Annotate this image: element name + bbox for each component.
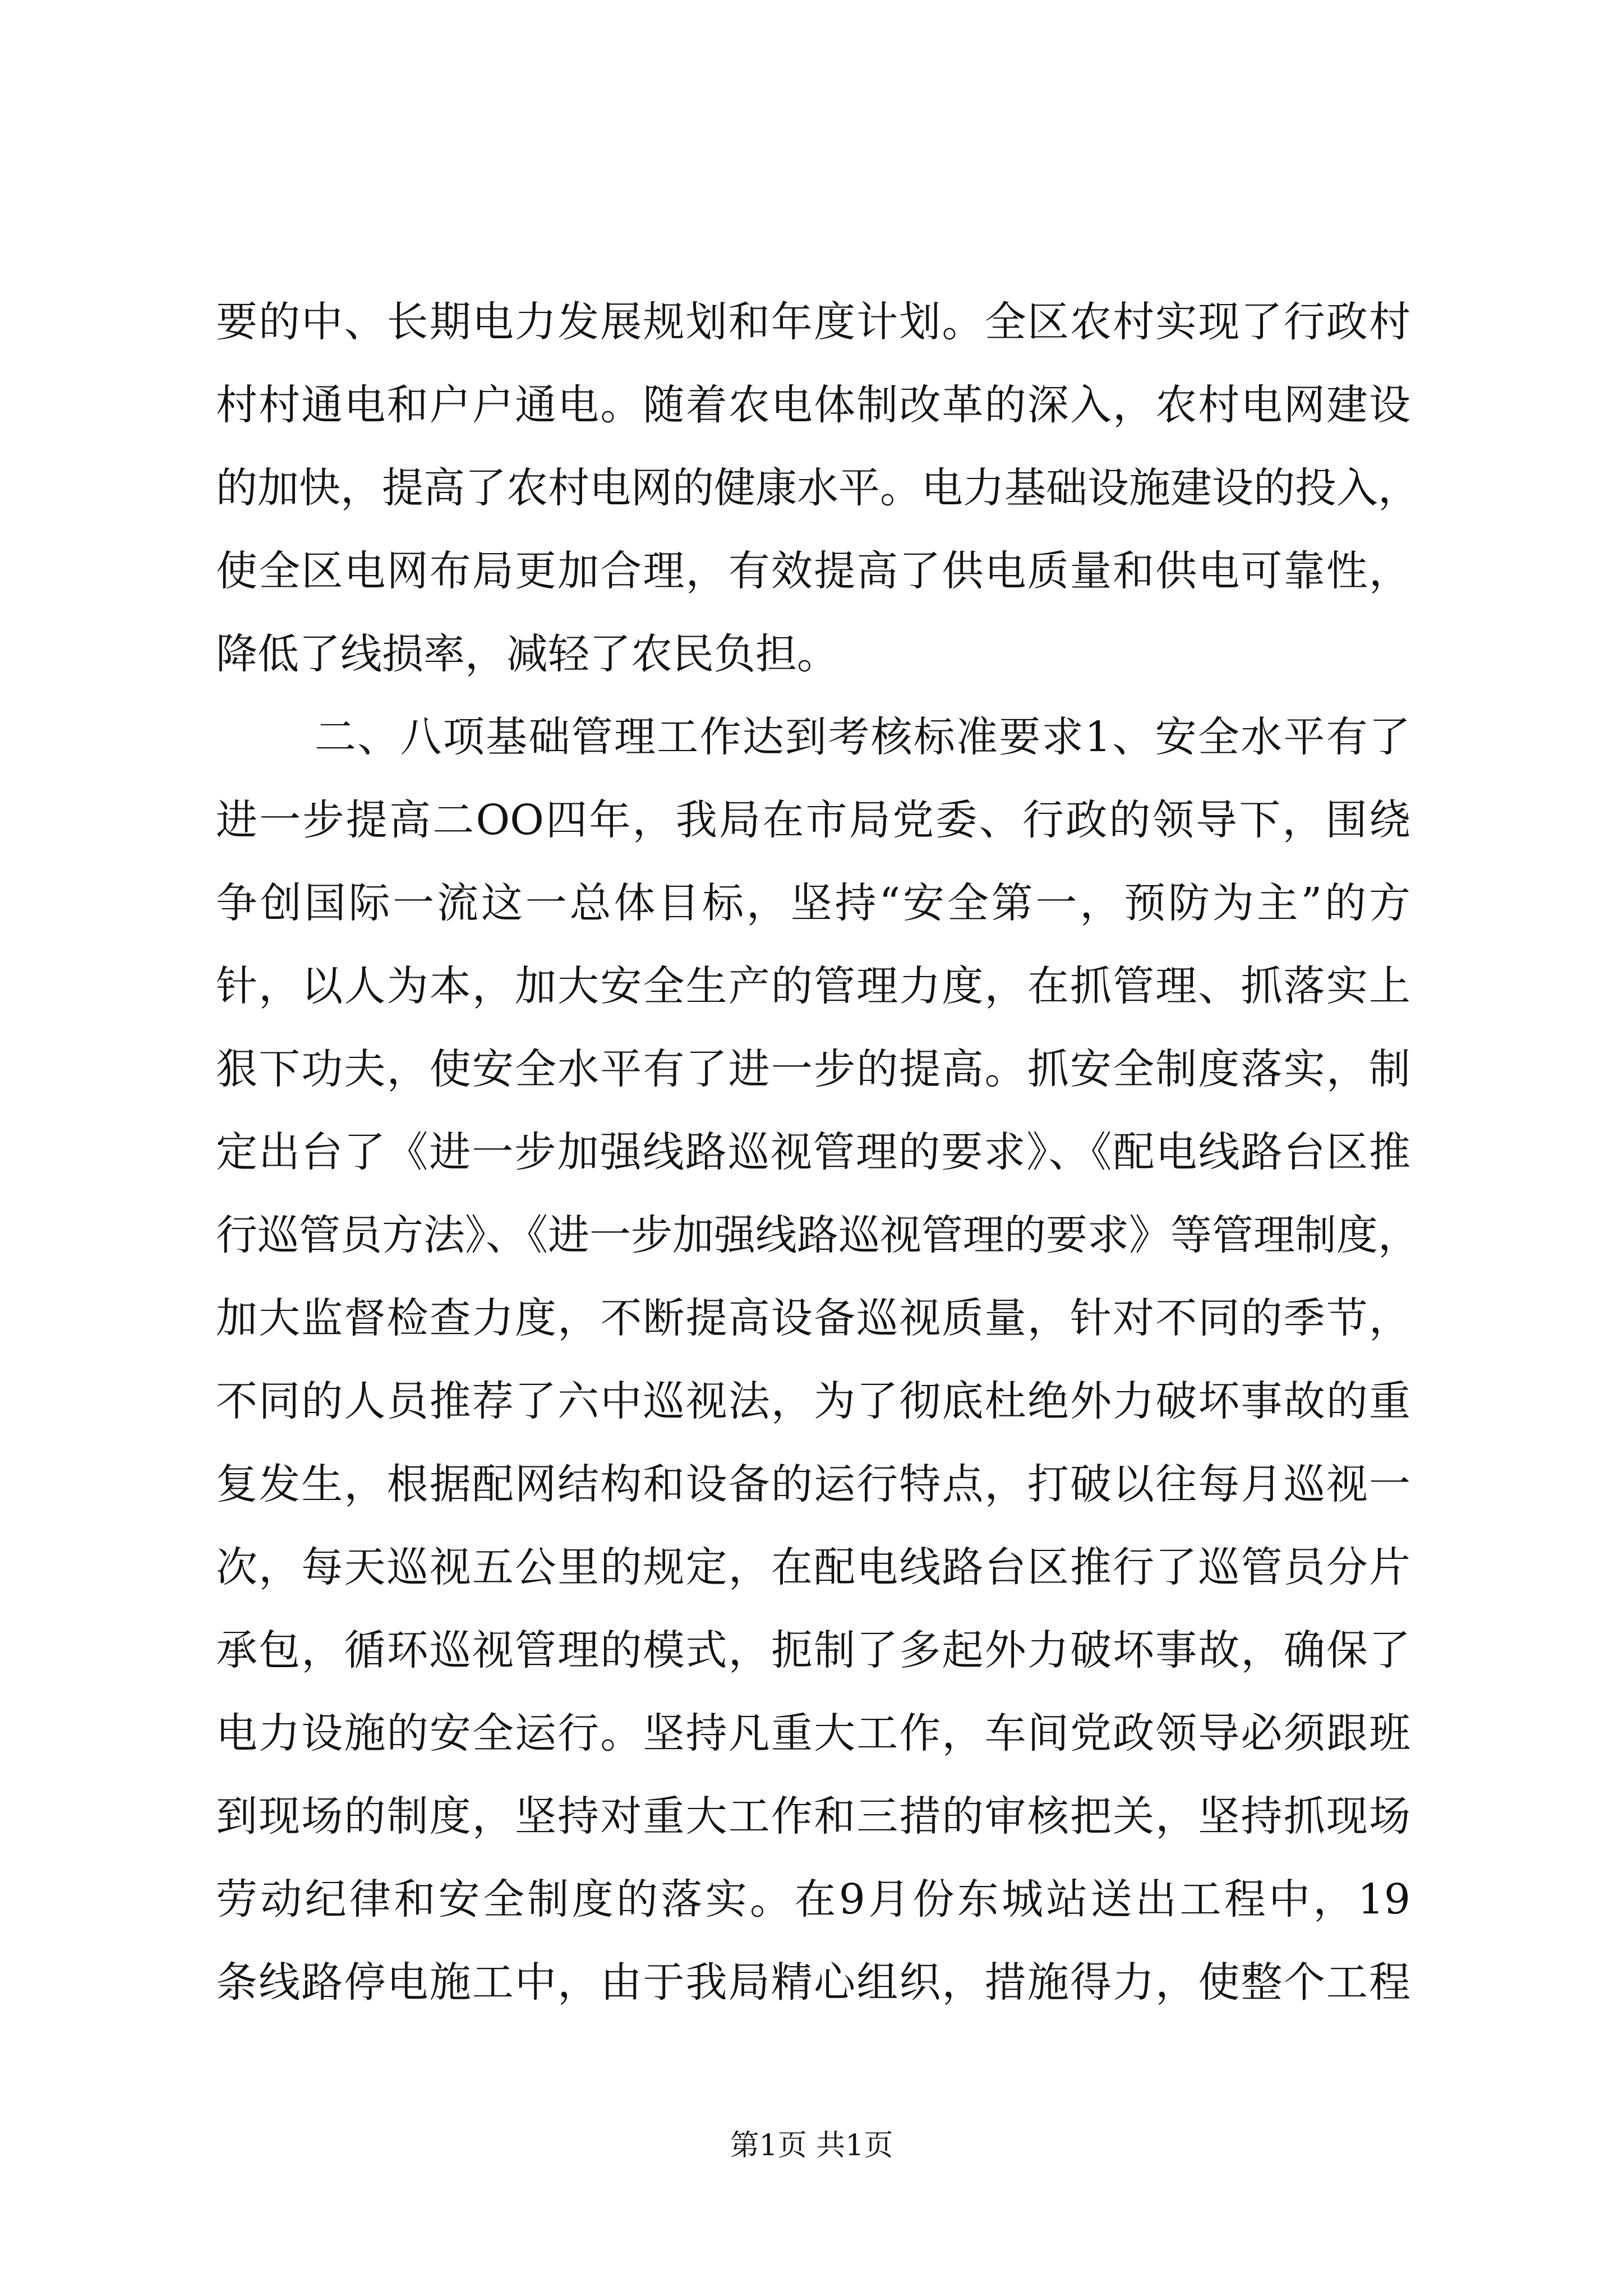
text-line: 狠下功夫，使安全水平有了进一步的提高。抓安全制度落实，制 [216,1045,1410,1093]
text-line: 进一步提高二OO四年，我局在市局党委、行政的领导下，围绕 [216,796,1410,844]
text-line: 劳动纪律和安全制度的落实。在9月份东城站送出工程中，19 [216,1875,1410,1924]
text-line: 行巡管员方法》、《进一步加强线路巡视管理的要求》等管理制度， [216,1211,1419,1259]
text-line: 电力设施的安全运行。坚持凡重大工作，车间党政领导必须跟班 [216,1709,1410,1757]
text-line: 加大监督检查力度，不断提高设备巡视质量，针对不同的季节， [216,1294,1410,1342]
text-line: 针，以人为本，加大安全生产的管理力度，在抓管理、抓落实上 [216,962,1410,1010]
text-line: 要的中、长期电力发展规划和年度计划。全区农村实现了行政村 [216,298,1410,346]
text-line: 承包，循环巡视管理的模式，扼制了多起外力破坏事故，确保了 [216,1626,1410,1674]
text-line: 不同的人员推荐了六中巡视法，为了彻底杜绝外力破坏事故的重 [216,1377,1410,1425]
text-line: 复发生，根据配网结构和设备的运行特点，打破以往每月巡视一 [216,1460,1410,1508]
page-footer: 第1页 共1页 [730,2129,893,2162]
text-line: 到现场的制度，坚持对重大工作和三措的审核把关，坚持抓现场 [216,1792,1410,1841]
paragraph-start-line: 二、八项基础管理工作达到考核标准要求1、安全水平有了 [315,713,1410,761]
text-line: 争创国际一流这一总体目标，坚持“安全第一，预防为主”的方 [216,879,1410,927]
text-line: 使全区电网布局更加合理，有效提高了供电质量和供电可靠性， [216,547,1410,595]
text-line: 次，每天巡视五公里的规定，在配电线路台区推行了巡管员分片 [216,1543,1410,1591]
text-line: 的加快，提高了农村电网的健康水平。电力基础设施建设的投入， [216,464,1419,512]
document-body [216,280,1419,2024]
text-line: 村村通电和户户通电。随着农电体制改革的深入，农村电网建设 [216,381,1410,429]
text-line: 定出台了《进一步加强线路巡视管理的要求》、《配电线路台区推 [216,1128,1410,1176]
text-line: 条线路停电施工中，由于我局精心组织，措施得力，使整个工程 [216,1958,1410,2007]
text-line: 降低了线损率，减轻了农民负担。 [216,630,838,678]
